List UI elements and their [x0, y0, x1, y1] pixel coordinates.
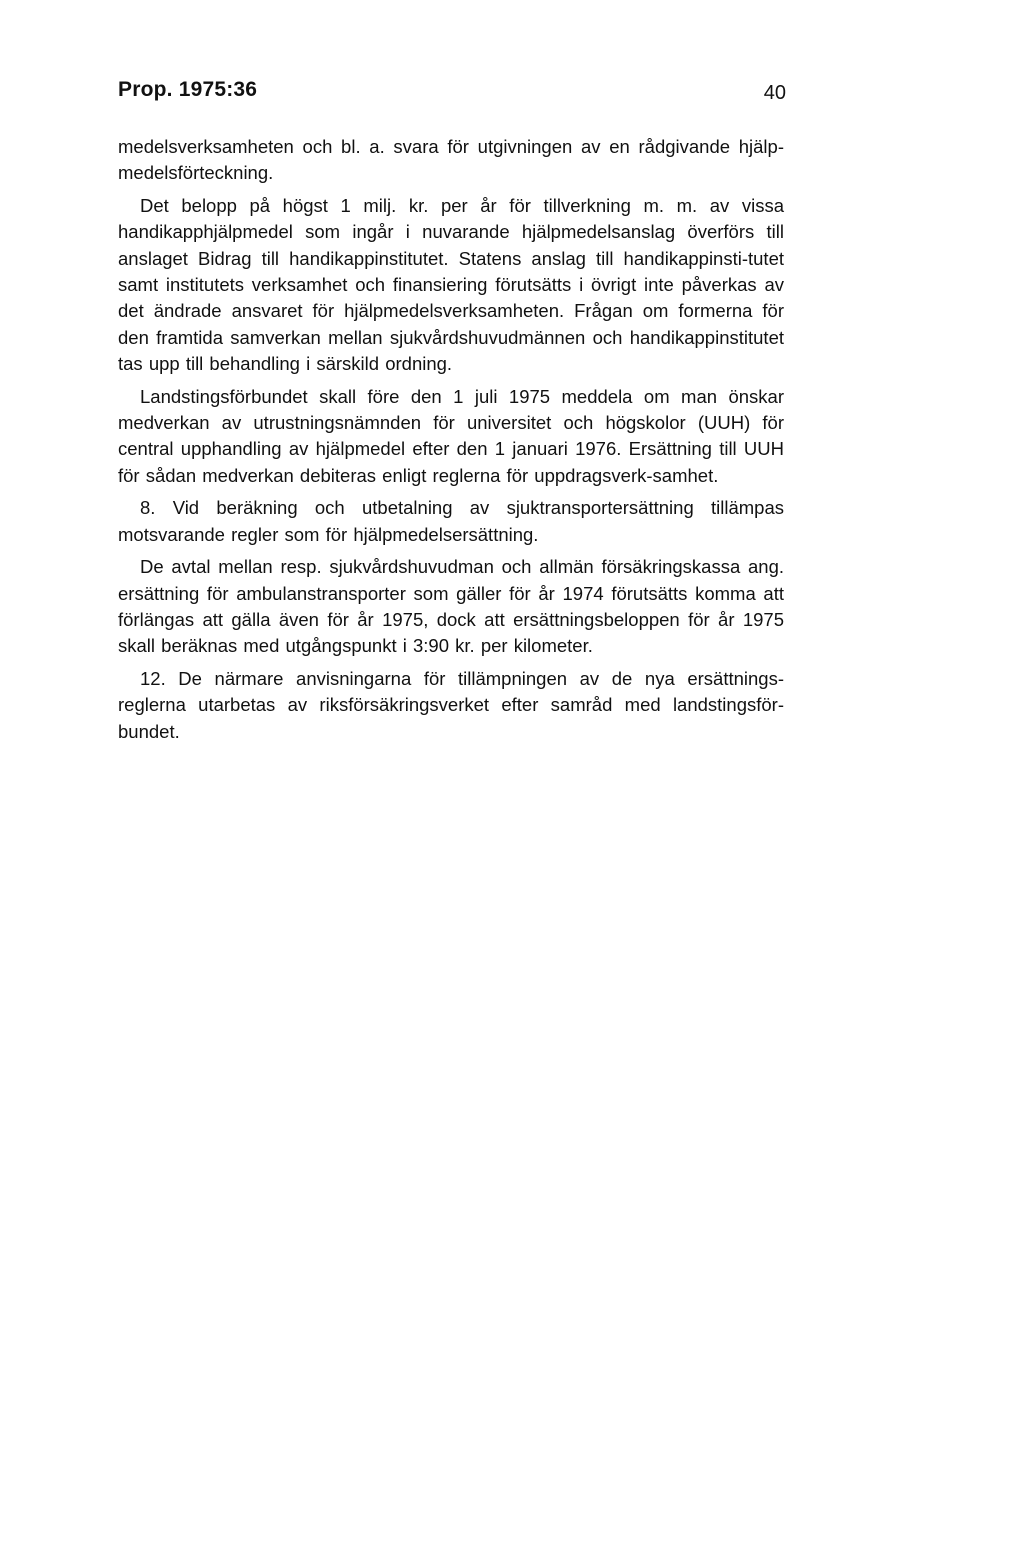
paragraph-procurement: Landstingsförbundet skall före den 1 juli 1975 meddela om man önskar medverkan av utrustningsnämnden för universitet och högskolor (UUH) för central upphandling av hjälpmedel efter den 1 januari 1976. Ersättning till UUH för sådan medverkan debiteras enligt reglerna för uppdragsverk-samhet. [118, 385, 784, 486]
page-header [118, 78, 784, 112]
paragraph-item-12: 12. De närmare anvisningarna för tillämpningen av de nya ersättnings-reglerna utarbetas av riksförsäkringsverket efter samråd med landstingsför-bundet. [118, 667, 784, 742]
paragraph-ambulance-agreements: De avtal mellan resp. sjukvårdshuvudman och allmän försäkringskassa ang. ersättning för ambulanstransporter som gäller för år 1974 förutsätts komma att förlängas att gälla även för år 1975, dock att ersättningsbeloppen för år 1975 skall beräknas med utgångspunkt i 3:90 kr. per kilometer. [118, 556, 784, 657]
running-head: Prop. 1975:36 [118, 78, 258, 101]
paragraph-item-8: 8. Vid beräkning och utbetalning av sjuktransportersättning tillämpas motsvarande regler som för hjälpmedelsersättning. [118, 497, 784, 545]
paragraph-budget-transfer: Det belopp på högst 1 milj. kr. per år för tillverkning m. m. av vissa handikapphjälpmedel som ingår i nuvarande hjälpmedelsanslag överförs till anslaget Bidrag till handikappinstitutet. Statens anslag till handikappinsti-tutet samt institutets verksamhet och finansiering förutsätts i övrigt inte påverkas av det ändrade ansvaret för hjälpmedelsverksamheten. Frågan om formerna för den framtida samverkan mellan sjukvårdshuvudmännen och handikappinstitutet tas upp till behandling i särskild ordning. [118, 194, 784, 375]
body-text [118, 134, 784, 745]
page-number: 40 [763, 82, 786, 104]
document-page [118, 78, 784, 751]
paragraph-continuation: medelsverksamheten och bl. a. svara för utgivningen av en rådgivande hjälp-medelsförteckning. [118, 136, 784, 184]
